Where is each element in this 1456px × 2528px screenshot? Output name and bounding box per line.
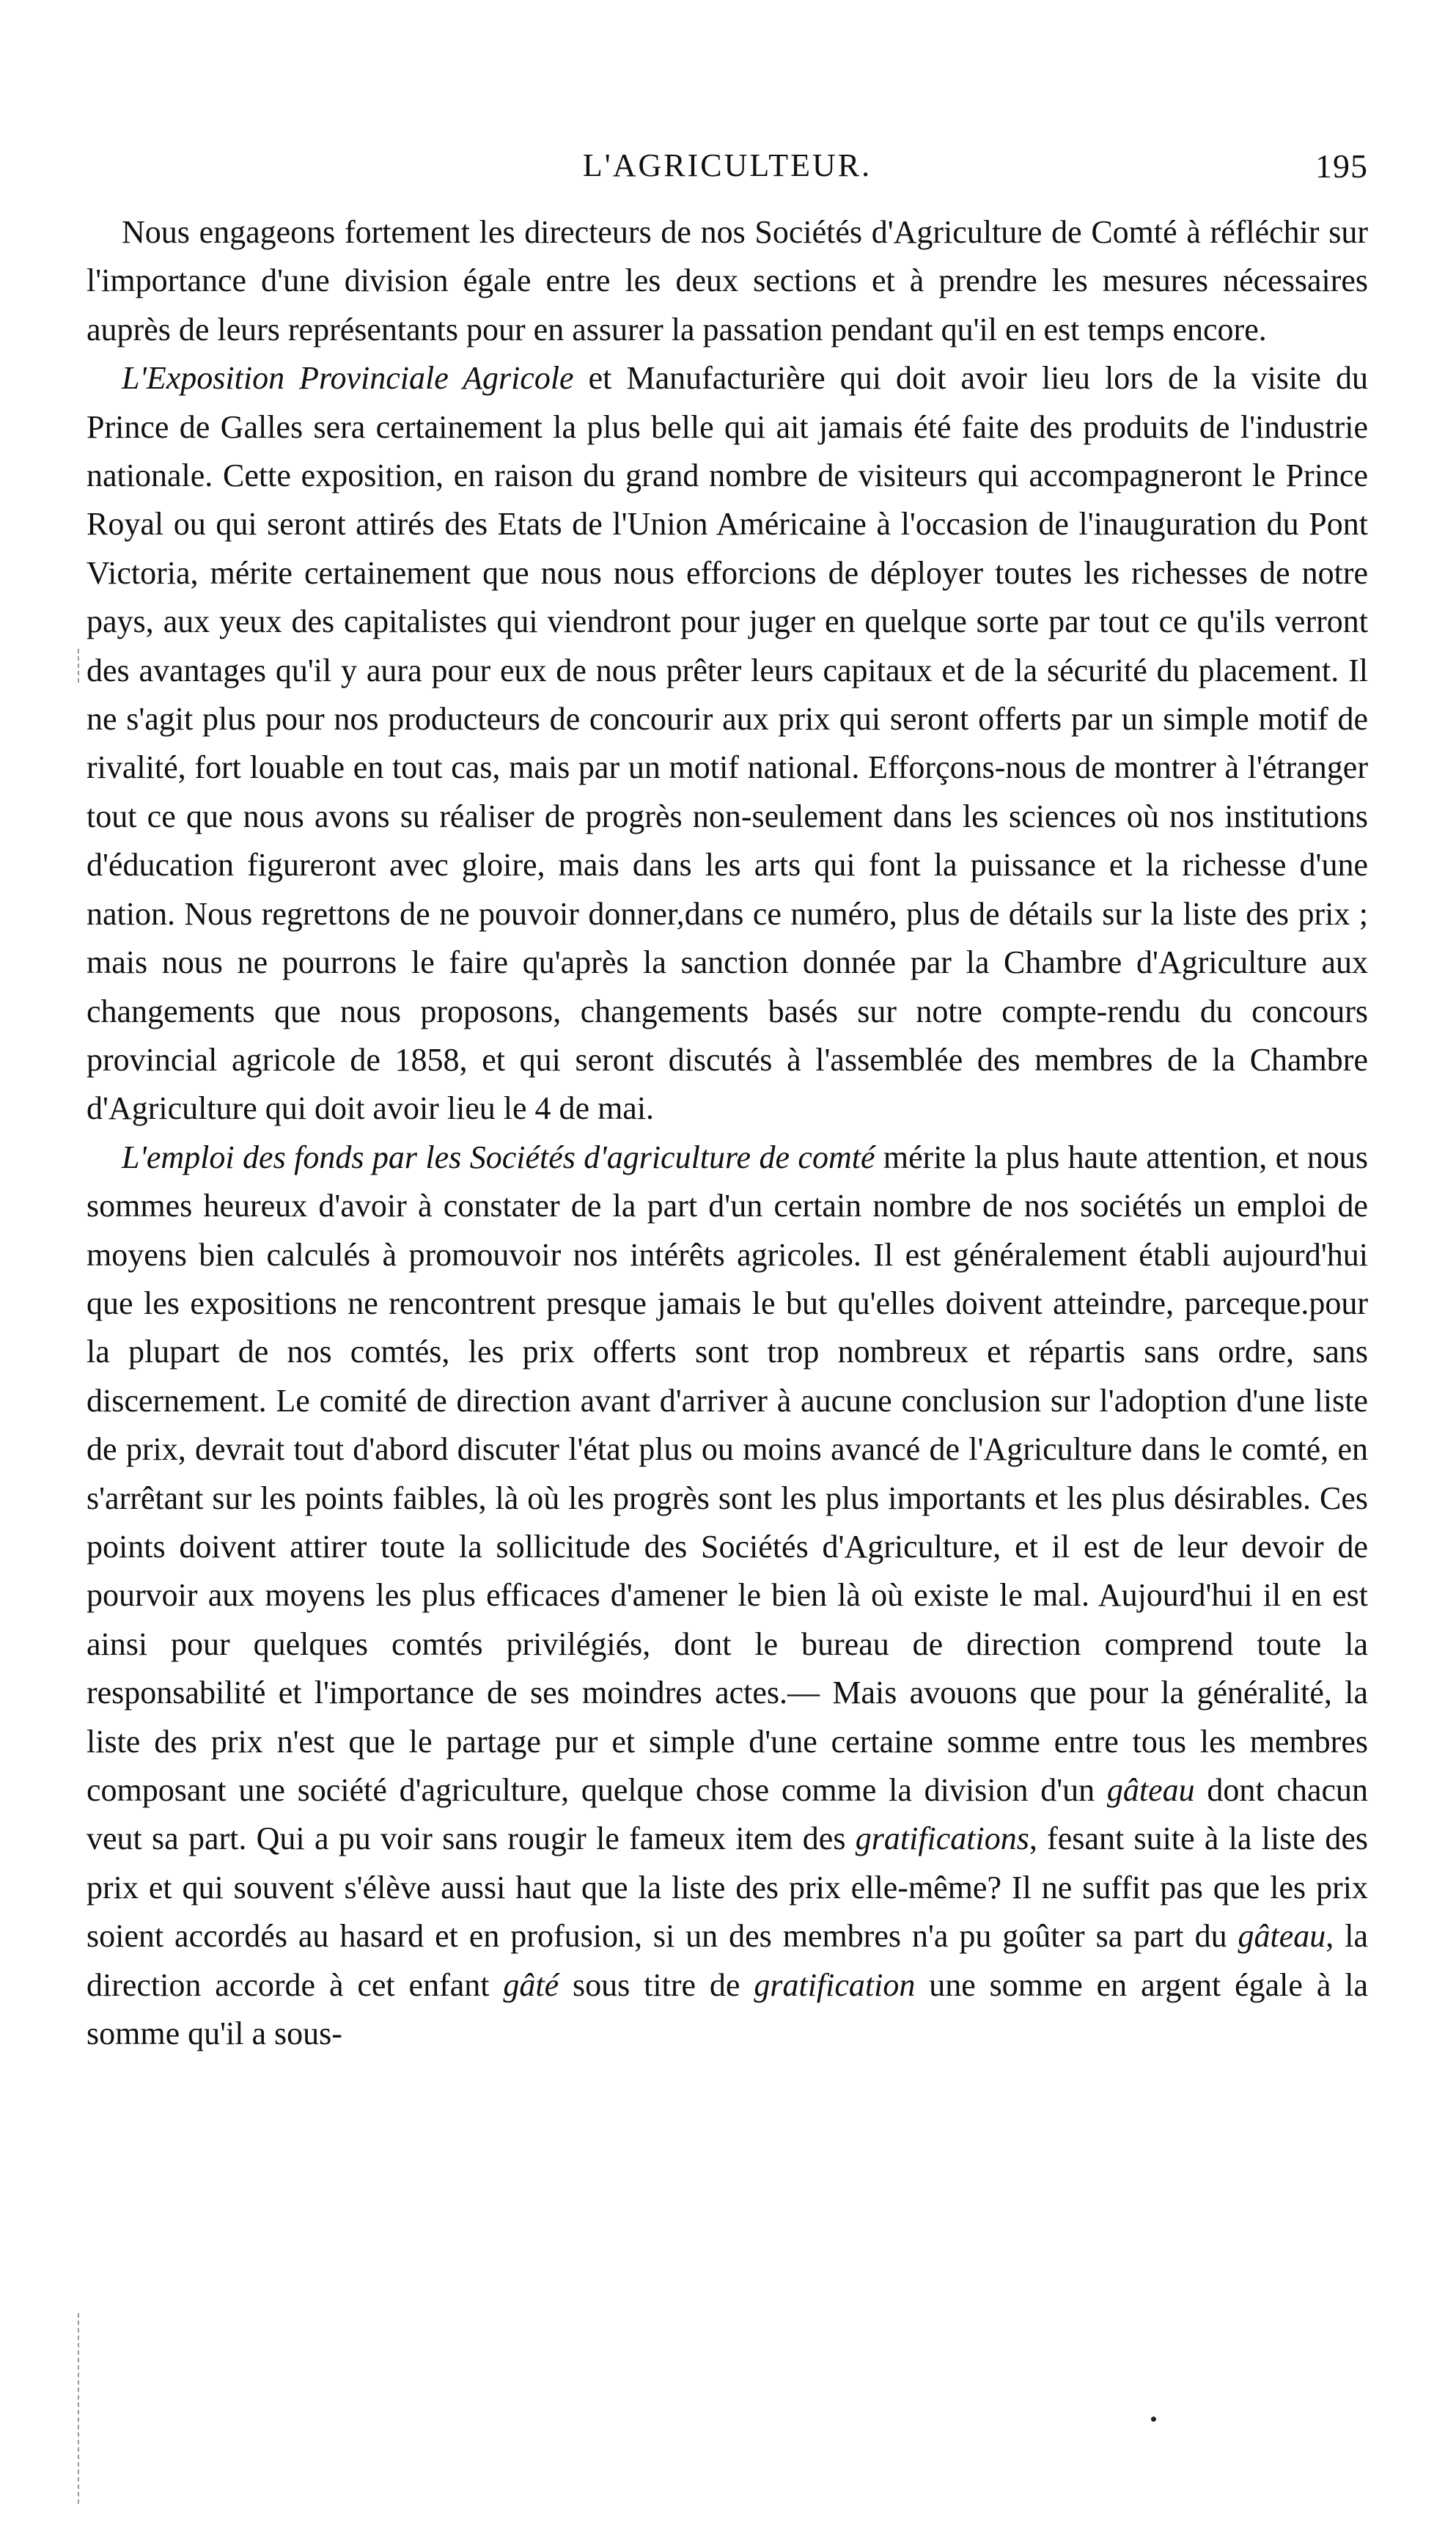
italic-phrase: gratification	[754, 1966, 916, 2003]
margin-rule	[78, 649, 79, 683]
text-run: et Manufacturière qui doit avoir lieu lors de la visite du Prince de Galles sera certainement la plus belle qui ait jamais été faite des produits de l'industrie nationale. Cette exposition, en raison du grand nombre de visiteurs qui accompagneront le Prince Royal ou qui seront attirés des Etats de l'Union Américaine à l'occasion de l'inauguration du Pont Victoria, mérite certainement que nous nous efforcions de déployer toutes les richesses de notre pays, aux yeux des capitalistes qui viendront pour juger en quelque sorte par tout ce qu'ils verront des avantages qu'il y aura pour eux de nous prêter leurs capitaux et de la sécurité du placement. Il ne s'agit plus pour nos producteurs de concourir aux prix qui seront offerts par un simple motif de rivalité, fort louable en tout cas, mais par un motif national. Efforçons-nous de montrer à l'étranger tout ce que nous avons su réaliser de progrès non-seulement dans les sciences où nos institutions d'éducation figureront avec gloire, mais dans les arts qui font la puissance et la richesse d'une nation. Nous regrettons de ne pouvoir donner,dans ce numéro, plus de détails sur la liste des prix ; mais nous ne pourrons le faire qu'après la sanction donnée par la Chambre d'Agriculture aux changements que nous proposons, changements basés sur notre compte-rendu du concours provincial agricole de 1858, et qui seront discutés à l'assemblée des membres de la Chambre d'Agriculture qui doit avoir lieu le 4 de mai.	[87, 360, 1368, 1127]
running-title: L'AGRICULTEUR.	[582, 147, 872, 183]
running-head	[87, 147, 1368, 205]
paragraph	[87, 354, 1368, 1133]
text-run: une somme en argent égale à la somme qu'il a sous-	[87, 1966, 1368, 2052]
text-run: , fesant suite à la liste des prix et qui souvent s'élève aussi haut que la liste des prix elle-même? Il ne suffit pas que les prix soient accordés au hasard et en profusion, si un des membres n'a pu goûter sa part du	[87, 1820, 1368, 1955]
italic-phrase: gâteau	[1106, 1772, 1195, 1808]
italic-phrase: gâteau	[1238, 1918, 1326, 1955]
italic-phrase: gratifications	[855, 1820, 1029, 1857]
text-run: dont chacun veut sa part. Qui a pu voir sans rougir le fameux item des	[87, 1772, 1369, 1857]
italic-phrase: gâté	[503, 1966, 559, 2003]
stray-ink-mark	[1151, 2417, 1156, 2422]
text-run: , la direction accorde à cet enfant	[87, 1918, 1368, 2003]
text-run: sous titre de	[559, 1966, 754, 2003]
text-run: mérite la plus haute attention, et nous sommes heureux d'avoir à constater de la part d'un certain nombre de nos sociétés un emploi de moyens bien calculés à promouvoir nos intérêts agricoles. Il est généralement établi aujourd'hui que les expositions ne rencontrent presque jamais le but qu'elles doivent atteindre, parceque.pour la plupart de nos comtés, les prix offerts sont trop nombreux et répartis sans ordre, sans discernement. Le comité de direction avant d'arriver à aucune conclusion sur l'adoption d'une liste de prix, devrait tout d'abord discuter l'état plus ou moins avancé de l'Agriculture dans le comté, en s'arrêtant sur les points faibles, là où les progrès sont les plus importants et les plus désirables. Ces points doivent attirer toute la sollicitude des Sociétés d'Agriculture, et il est de leur devoir de pourvoir aux moyens les plus efficaces d'amener le bien là où existe le mal. Aujourd'hui il en est ainsi pour quelques comtés privilégiés, dont le bureau de direction comprend toute la responsabilité et l'importance de ses moindres actes.— Mais avouons que pour la généralité, la liste des prix n'est que le partage pur et simple d'une certaine somme entre tous les membres composant une société d'agriculture, quelque chose comme la division d'un	[87, 1139, 1369, 1808]
paragraph	[87, 208, 1368, 354]
italic-phrase: L'Exposition Provinciale Agricole	[122, 360, 574, 397]
paragraph	[87, 1133, 1368, 2059]
body-text	[87, 208, 1368, 2058]
margin-rule	[78, 2313, 79, 2504]
text-run: Nous engageons fortement les directeurs de nos Sociétés d'Agriculture de Comté à réfléchir sur l'importance d'une division égale entre les deux sections et à prendre les mesures nécessaires auprès de leurs représentants pour en assurer la passation pendant qu'il en est temps encore.	[87, 214, 1368, 348]
page-number: 195	[1315, 147, 1368, 185]
italic-phrase: L'emploi des fonds par les Sociétés d'agriculture de comté	[122, 1139, 875, 1175]
